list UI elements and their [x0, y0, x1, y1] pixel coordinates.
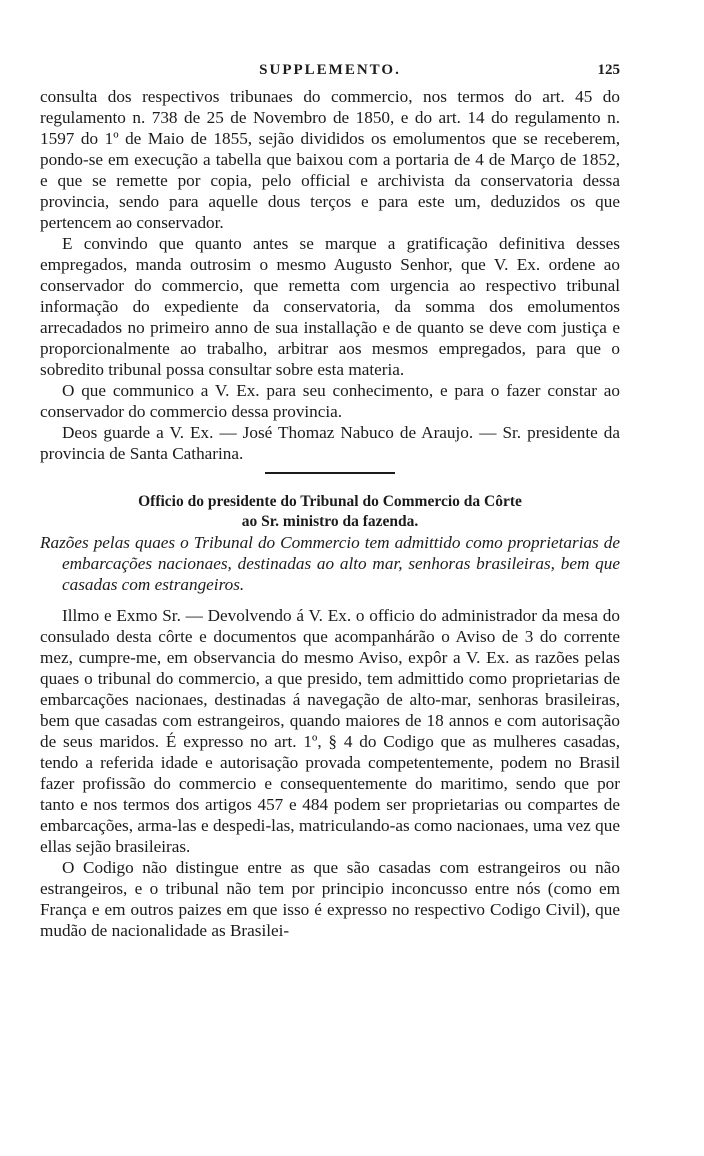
document-summary: Razões pelas quaes o Tribunal do Commercio tem admittido como proprietarias de embarcações nacionaes, destinadas ao alto mar, senhoras brasileiras, bem que casadas com estrangeiros.	[40, 532, 620, 594]
paragraph-devolvendo: Illmo e Exmo Sr. — Devolvendo á V. Ex. o officio do administrador da mesa do consulado desta côrte e documentos que acompanhárão o Aviso de 3 do corrente mez, cumpre-me, em observancia do mesmo Aviso, expôr a V. Ex. as razões pelas quaes o tribunal do commercio, a que presido, tem admittido como proprietarias de embarcações nacionaes, destinadas á navegação de alto-mar, senhoras brasileiras, bem que casadas com estrangeiros, quando maiores de 18 annos e com autorisação de seus maridos. É expresso no art. 1º, § 4 do Codigo que as mulheres casadas, tendo a referida idade e autorisação provada competentemente, podem no Brasil fazer profissão do commercio e consequentemente do maritimo, sendo que por tanto e nos termos dos artigos 457 e 484 podem ser proprietarias ou compartes de embarcações, arma-las e despedi-las, matriculando-as como nacionaes, uma vez que ellas sejão brasileiras.	[40, 605, 620, 856]
text-column	[40, 86, 620, 941]
document-heading-line2: ao Sr. ministro da fazenda.	[241, 512, 419, 530]
paragraph-communico: O que communico a V. Ex. para seu conhecimento, e para o fazer constar ao conservador do commercio dessa provincia.	[40, 381, 620, 421]
running-head: SUPPLEMENTO.	[259, 62, 401, 78]
paragraph-gratificacao: E convindo que quanto antes se marque a gratificação definitiva desses empregados, manda outrosim o mesmo Augusto Senhor, que V. Ex. ordene ao conservador do commercio, que remetta com urgencia ao respectivo tribunal informação do expediente da conservatoria, da somma dos emolumentos arrecadados no primeiro anno de sua installação e de quanto se deve com justiça e proporcionalmente ao trabalho, arbitrar aos mesmos empregados, para que o sobredito tribunal possa consultar sobre esta materia.	[40, 234, 620, 379]
paragraph-consulta: consulta dos respectivos tribunaes do commercio, nos termos do art. 45 do regulamento n. 738 de 25 de Novembro de 1850, e do art. 14 do regulamento n. 1597 do 1º de Maio de 1855, sejão divididos os emolumentos que se receberem, pondo-se em execução a tabella que baixou com a portaria de 4 de Março de 1852, e que se remette por copia, pelo official e archivista da conservatoria dessa provincia, sendo para aquelle dous terços e para este um, deduzidos os que pertencem ao conservador.	[40, 87, 620, 232]
paragraph-signoff: Deos guarde a V. Ex. — José Thomaz Nabuco de Araujo. — Sr. presidente da provincia de Santa Catharina.	[40, 423, 620, 463]
page-header	[40, 62, 620, 80]
document-heading	[40, 492, 620, 532]
paragraph-codigo: O Codigo não distingue entre as que são casadas com estrangeiros ou não estrangeiros, e o tribunal não tem por principio inconcusso entre nós (como em França e em outros paizes em que isso é expresso no respectivo Codigo Civil), que mudão de nacionalidade as Brasilei-	[40, 857, 620, 940]
document-heading-line1: Officio do presidente do Tribunal do Commercio da Côrte	[138, 492, 522, 510]
page-number: 125	[597, 62, 620, 78]
section-divider	[265, 472, 395, 474]
